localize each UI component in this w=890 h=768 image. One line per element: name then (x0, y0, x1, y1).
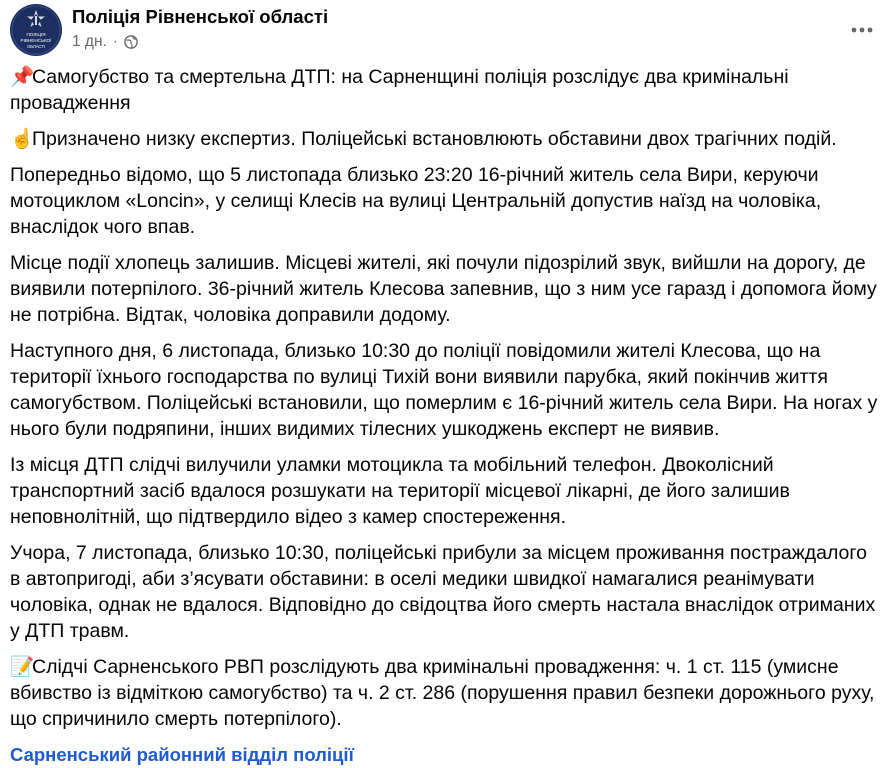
author-name[interactable]: Поліція Рівненської області (72, 6, 329, 27)
paragraph-1-text: Самогубство та смертельна ДТП: на Сарненщині поліція розслідує два кримінальні провадження (10, 66, 789, 114)
department-link[interactable]: Сарненський районний відділ поліції (10, 744, 354, 765)
paragraph-2-text: Призначено низку експертиз. Поліцейські встановлюють обставини двох трагічних подій. (32, 128, 837, 150)
avatar-text-bot: ОБЛАСТІ (26, 44, 46, 49)
paragraph-3: Попередньо відомо, що 5 листопада близько 23:20 16-річний житель села Вири, керуючи мотоциклом «Loncin», у селищі Клесів на вулиці Центральній допустив наїзд на чоловіка, внаслідок чого впав. (10, 164, 822, 238)
post-body (10, 64, 882, 768)
paragraph-7: Учора, 7 листопада, близько 10:30, поліцейські прибули за місцем проживання постраждалого в автопригоді, аби з’ясувати обставини: в оселі медики швидкої намагалися реанімувати чоловіка, однак не вдалося. Відповідно до свідоцтва його смерть настала внаслідок отриманих у ДТП травм. (10, 542, 876, 642)
avatar[interactable] (10, 4, 62, 56)
pushpin-icon: 📌 (10, 66, 35, 88)
police-badge-icon (10, 4, 62, 56)
post-meta (72, 33, 138, 51)
paragraph-4: Місце події хлопець залишив. Місцеві жителі, які почули підозрілий звук, вийшли на дорогу, де виявили потерпілого. 36-річний житель Клесова запевнив, що з ним усе гаразд і допомога йому не потрібна. Відтак, чоловіка доправили додому. (10, 252, 877, 326)
paragraph-6: Із місця ДТП слідчі вилучили уламки мотоцикла та мобільний телефон. Двоколісний транспортний засіб вдалося розшукати на території місцевої лікарні, де його залишив неповнолітній, що підтвердило відео з камер спостереження. (10, 454, 790, 528)
globe-icon (124, 35, 138, 49)
avatar-text-mid: РІВНЕНСЬКОЇ (20, 38, 52, 43)
point-up-icon: ☝️ (10, 128, 35, 150)
paragraph-8-text: Слідчі Сарненського РВП розслідують два кримінальні провадження: ч. 1 ст. 115 (умисне вбивство із відміткою самогубство) та ч. 2 ст. 286 (порушення правил безпеки дорожнього руху, що спричинило смерть потерпілого). (10, 656, 875, 730)
paragraph-1 (10, 64, 882, 116)
post-timestamp[interactable]: 1 дн. (72, 33, 107, 50)
avatar-text-top: ПОЛІЦІЯ (26, 32, 46, 37)
meta-separator: · (112, 33, 119, 50)
paragraph-2 (10, 126, 882, 152)
more-options-icon (851, 27, 873, 33)
paragraph-5: Наступного дня, 6 листопада, близько 10:30 до поліції повідомили жителі Клесова, що на території їхнього господарства по вулиці Тихій вони виявили парубка, який покінчив життя самогубством. Поліцейські встановили, що померлим є 16-річний житель села Вири. На ногах у нього були подряпини, інших видимих тілесних ушкоджень експерт не виявив. (10, 340, 878, 440)
post-header (10, 2, 880, 62)
memo-icon: 📝 (10, 656, 35, 678)
paragraph-8 (10, 654, 882, 732)
more-options-button[interactable] (848, 16, 876, 44)
